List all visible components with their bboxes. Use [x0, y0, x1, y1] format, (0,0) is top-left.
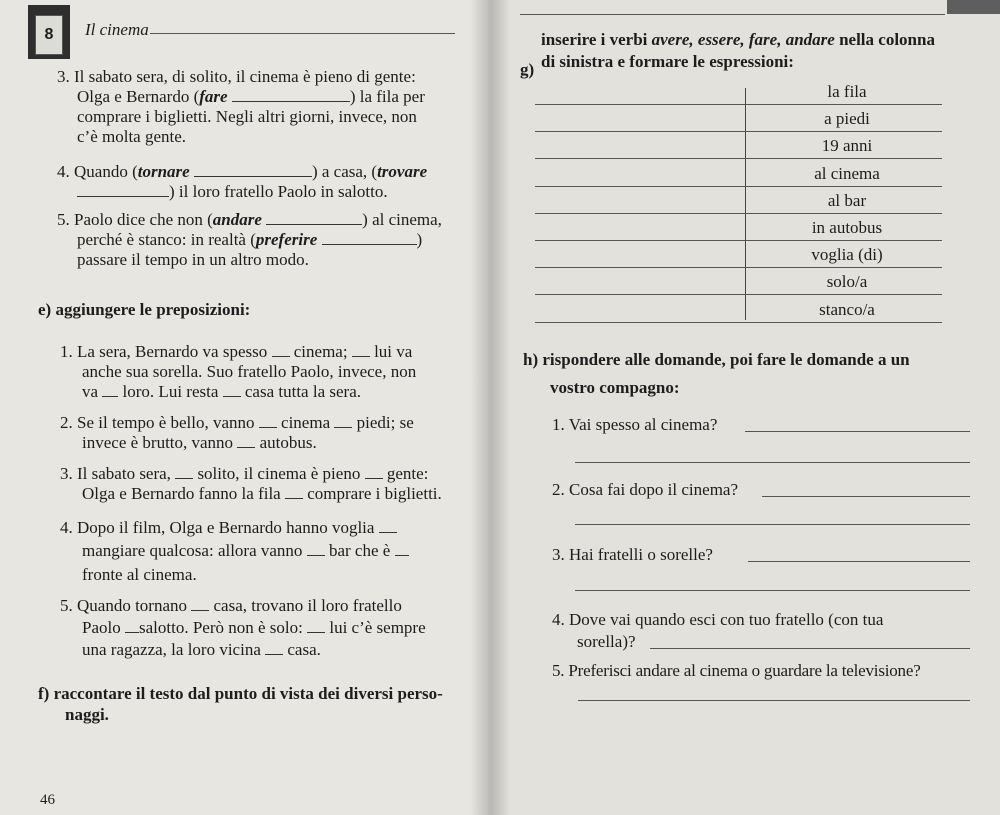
question-4-line1: 4. Dove vai quando esci con tuo fratello (con tua: [552, 610, 884, 629]
blank-line-9[interactable]: [535, 322, 942, 323]
verb-item-3-line2: Olga e Bernardo (fare ) la fila per: [77, 87, 425, 106]
blank-line-5[interactable]: [535, 213, 942, 214]
prep-item-1-line2: anche sua sorella. Suo fratello Paolo, invece, non: [82, 362, 417, 381]
verb-item-5-line2: perché è stanco: in realtà (preferire ): [77, 230, 423, 249]
question-1: 1. Vai spesso al cinema?: [552, 415, 718, 434]
page-number: 46: [40, 792, 55, 808]
table-divider: [745, 88, 746, 320]
section-h-line2: vostro compagno:: [550, 378, 680, 397]
expression-2: a piedi: [824, 109, 870, 129]
question-3: 3. Hai fratelli o sorelle?: [552, 545, 713, 564]
verb-item-5-line3: passare il tempo in un altro modo.: [77, 250, 309, 269]
expression-4: al cinema: [814, 163, 880, 183]
right-header-rule: [520, 14, 945, 15]
verb-item-3-line4: c’è molta gente.: [77, 127, 187, 146]
header-rule: [150, 33, 455, 34]
answer-line-5a[interactable]: [578, 700, 970, 701]
prep-item-1-line1: 1. La sera, Bernardo va spesso cinema; lui va: [60, 342, 413, 361]
header-title: Il cinema: [85, 20, 149, 39]
answer-line-2a[interactable]: [762, 496, 970, 497]
blank-line-7[interactable]: [535, 267, 942, 268]
expression-7: voglia (di): [811, 245, 883, 265]
expression-1: la fila: [827, 82, 867, 101]
answer-line-2b[interactable]: [575, 524, 970, 525]
blank-line-8[interactable]: [535, 294, 942, 295]
expression-9: stanco/a: [819, 299, 875, 319]
prep-item-5-line1: 5. Quando tornano casa, trovano il loro fratello: [60, 596, 402, 615]
section-g-line2: di sinistra e formare le espressioni:: [541, 52, 794, 71]
prep-item-1-line3: va loro. Lui resta casa tutta la sera.: [82, 382, 361, 401]
verb-item-4-line2: ) il loro fratello Paolo in salotto.: [77, 182, 388, 202]
answer-line-4a[interactable]: [650, 648, 970, 649]
answer-line-3a[interactable]: [748, 561, 970, 562]
section-f-line2: naggi.: [65, 705, 109, 724]
question-2: 2. Cosa fai dopo il cinema?: [552, 480, 739, 499]
section-f-line1: f) raccontare il testo dal punto di vista dei diversi perso-: [38, 684, 443, 703]
answer-line-3b[interactable]: [575, 590, 970, 591]
verb-item-5-line1: 5. Paolo dice che non (andare ) al cinema,: [57, 210, 442, 229]
blank-line-1[interactable]: [535, 104, 942, 105]
prep-item-2-line1: 2. Se il tempo è bello, vanno cinema piedi; se: [60, 413, 414, 432]
prep-item-4-line3: fronte al cinema.: [82, 565, 197, 584]
prep-item-4-line1: 4. Dopo il film, Olga e Bernardo hanno voglia: [60, 518, 397, 538]
prep-item-3-line2: Olga e Bernardo fanno la fila comprare i biglietti.: [82, 484, 442, 503]
chapter-tab-right: [947, 0, 1000, 14]
answer-line-1b[interactable]: [575, 462, 970, 463]
prep-item-5-line2: Paolo salotto. Però non è solo: lui c’è sempre: [82, 618, 426, 637]
expression-5: al bar: [827, 190, 867, 210]
section-e-heading: e) aggiungere le preposizioni:: [38, 300, 251, 319]
question-5: 5. Preferisci andare al cinema o guardare la televisione?: [552, 661, 921, 680]
expression-6: in autobus: [811, 218, 883, 237]
blank-line-6[interactable]: [535, 240, 942, 241]
blank-line-3[interactable]: [535, 158, 942, 159]
left-page: [0, 0, 488, 815]
prep-item-4-line2: mangiare qualcosa: allora vanno bar che è: [82, 541, 409, 561]
blank-line-4[interactable]: [535, 186, 942, 187]
expression-3: 19 anni: [821, 136, 873, 156]
book-gutter: [470, 0, 510, 815]
prep-item-2-line2: invece è brutto, vanno autobus.: [82, 433, 317, 452]
blank-line-2[interactable]: [535, 131, 942, 132]
verb-item-3-line1: 3. Il sabato sera, di solito, il cinema è pieno di gente:: [57, 67, 416, 86]
verb-item-3-line3: comprare i biglietti. Negli altri giorni, invece, non: [77, 107, 417, 126]
section-h-line1: h) rispondere alle domande, poi fare le domande a un: [523, 350, 910, 369]
verb-item-4-line1: 4. Quando (tornare ) a casa, (trovare: [57, 162, 428, 181]
expression-8: solo/a: [826, 272, 868, 292]
section-g-label: g): [520, 60, 535, 79]
prep-item-5-line3: una ragazza, la loro vicina casa.: [82, 640, 321, 659]
chapter-number: 8: [35, 15, 63, 55]
question-4-line2: sorella)?: [577, 632, 636, 651]
answer-line-1a[interactable]: [745, 431, 970, 432]
prep-item-3-line1: 3. Il sabato sera, solito, il cinema è pieno gente:: [60, 464, 429, 483]
section-g-line1: inserire i verbi avere, essere, fare, andare nella colonna: [541, 30, 935, 49]
